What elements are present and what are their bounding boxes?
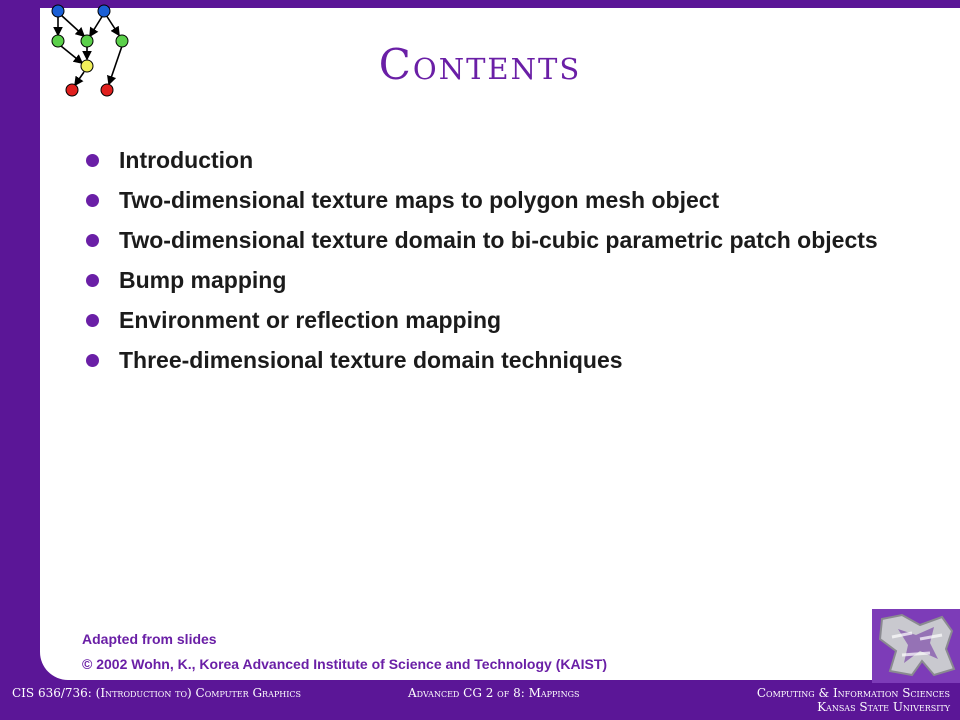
list-item-text: Bump mapping [119,267,287,293]
list-item [82,226,882,254]
slide-title: Contents [378,40,582,89]
list-item-text: Environment or reflection mapping [119,307,502,333]
bullet-icon [86,234,99,247]
list-item [82,186,882,214]
footer-lecture: Advanced CG 2 of 8: Mappings [408,686,580,700]
list-item [82,346,882,374]
footer-department-line2: Kansas State University [817,700,950,714]
list-item [82,266,882,294]
list-item-text: Three-dimensional texture domain techniques [119,347,623,373]
list-item-text: Two-dimensional texture domain to bi-cubic parametric patch objects [119,227,878,253]
footer-course: CIS 636/736: (Introduction to) Computer Graphics [12,686,301,700]
footer-department-line1: Computing & Information Sciences [756,686,950,700]
list-item-text: Introduction [119,147,254,173]
credit-source: Adapted from slides [82,631,217,647]
bullet-icon [86,194,99,207]
list-item [82,306,882,334]
wildcat-logo-icon [872,609,960,683]
bullet-icon [86,274,99,287]
credit-copyright: © 2002 Wohn, K., Korea Advanced Institute of Science and Technology (KAIST) [82,656,608,672]
bullet-icon [86,154,99,167]
bullet-icon [86,314,99,327]
bullet-icon [86,354,99,367]
list-item-text: Two-dimensional texture maps to polygon mesh object [119,187,720,213]
footer-department [660,686,950,714]
list-item [82,146,882,174]
top-strip [0,0,960,8]
contents-list [82,146,882,386]
